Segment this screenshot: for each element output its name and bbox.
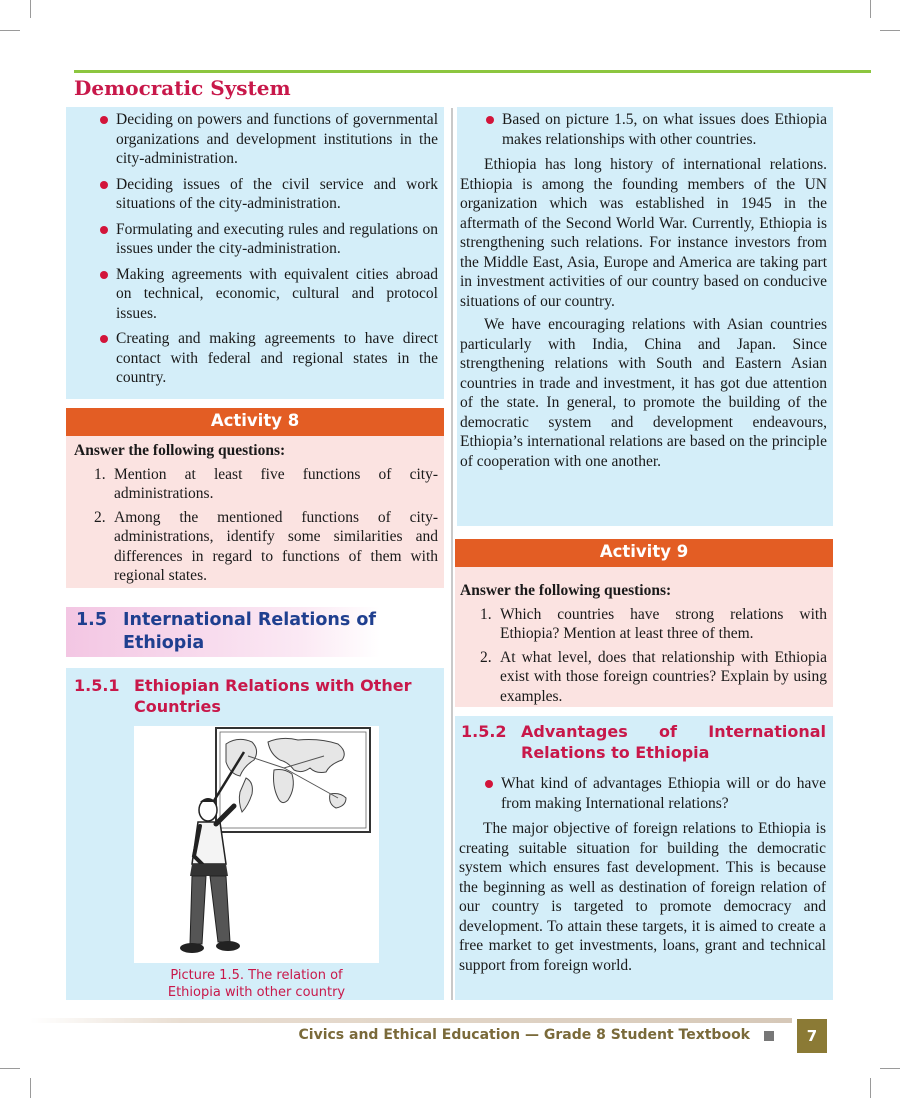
crop-mark bbox=[30, 0, 31, 18]
teacher-map-illustration-icon bbox=[134, 726, 379, 963]
list-item: Based on picture 1.5, on what issues does Ethiopia makes relationships with other countries. bbox=[484, 110, 827, 149]
list-item: Making agreements with equivalent cities abroad on technical, economic, cultural and protocol issues. bbox=[98, 265, 438, 324]
section-1-5-2-body bbox=[459, 774, 826, 979]
heading-1-5-2-line-2: Relations to Ethiopia bbox=[521, 743, 710, 762]
activity-8-panel bbox=[66, 436, 444, 588]
list-item: Deciding on powers and functions of governmental organizations and development institutions in the city-administration. bbox=[98, 110, 438, 169]
figure-caption: Picture 1.5. The relation of Ethiopia with other country bbox=[167, 968, 346, 1000]
footer-square-icon bbox=[764, 1031, 774, 1041]
section-title: Democratic System bbox=[74, 76, 291, 100]
list-item: Deciding issues of the civil service and work situations of the city-administration. bbox=[98, 175, 438, 214]
list-item: 2. Among the mentioned functions of city-administrations, identify some similarities and differences in regard to functions of them with regional states. bbox=[94, 508, 438, 584]
activity-8-title: Activity 8 bbox=[66, 408, 444, 436]
section-heading-1-5 bbox=[66, 607, 380, 657]
activity-8-prompt: Answer the following questions: bbox=[74, 442, 286, 459]
list-item: Creating and making agreements to have direct contact with federal and regional states in the country. bbox=[98, 329, 438, 388]
heading-1-5-1-number: 1.5.1 bbox=[74, 676, 120, 695]
list-item: 2. At what level, does that relationship with Ethiopia exist with those foreign countries? Explain by using examples. bbox=[480, 648, 827, 705]
bullet-dot-icon bbox=[100, 226, 108, 234]
left-bullets-panel bbox=[66, 107, 444, 399]
footer-rule bbox=[30, 1018, 792, 1023]
activity-9-panel bbox=[455, 567, 833, 707]
top-rule bbox=[74, 70, 871, 73]
heading-line-1: International Relations of bbox=[123, 610, 376, 630]
column-divider bbox=[451, 108, 453, 1000]
crop-mark bbox=[880, 30, 900, 31]
crop-mark bbox=[870, 0, 871, 18]
bullet-dot-icon bbox=[100, 181, 108, 189]
list-item: 1. Which countries have strong relations with Ethiopia? Mention at least three of them. bbox=[480, 605, 827, 642]
bullet-dot-icon bbox=[100, 116, 108, 124]
footer-title: Civics and Ethical Education — Grade 8 Student Textbook bbox=[298, 1027, 750, 1043]
list-item: What kind of advantages Ethiopia will or do have from making International relations? bbox=[483, 774, 826, 813]
heading-number: 1.5 bbox=[76, 610, 108, 630]
activity-9-prompt: Answer the following questions: bbox=[460, 582, 672, 599]
paragraph: The major objective of foreign relations to Ethiopia is creating suitable situation for building the democratic system which ensures fast development. This is because the beginning as well as destination of foreign relation of our country is targeted to promote democracy and development. To attain these targets, it is aimed to create a free market to get investments, loans, grant and technical support from foreign world. bbox=[459, 820, 826, 974]
bullet-dot-icon bbox=[100, 335, 108, 343]
paragraph: We have encouraging relations with Asian countries particularly with India, China and Japan. Since strengthening relations with South and Eastern Asian countries in trade and investment, it has got due attention of the state. In general, to promote the building of the democratic system and development endeavours, Ethiopia’s international relations are based on the principle of cooperation with one another. bbox=[460, 316, 827, 470]
bullet-dot-icon bbox=[100, 271, 108, 279]
heading-1-5-2-line-1: Advantages of International bbox=[521, 722, 826, 741]
list-item: Formulating and executing rules and regulations on issues under the city-administration. bbox=[98, 220, 438, 259]
crop-mark bbox=[880, 1068, 900, 1069]
right-top-panel bbox=[457, 107, 833, 526]
crop-mark bbox=[0, 1068, 20, 1069]
heading-1-5-2-number: 1.5.2 bbox=[461, 722, 507, 741]
heading-1-5-1-line-1: Ethiopian Relations with Other bbox=[134, 676, 412, 695]
heading-line-2: Ethiopia bbox=[123, 633, 205, 653]
list-item: 1. Mention at least five functions of city-administrations. bbox=[94, 465, 438, 502]
paragraph: Ethiopia has long history of international relations. Ethiopia is among the founding members of the UN organization which was established in 1945 in the aftermath of the Second World War. Currently, Ethiopia is strengthening such relations. For instance investors from the Middle East, Asia, Europe and America are taking part in investment activities of our country based on conducive situations of our country. bbox=[460, 156, 827, 310]
page-number: 7 bbox=[797, 1019, 827, 1053]
heading-1-5-1-line-2: Countries bbox=[134, 697, 221, 716]
crop-mark bbox=[870, 1078, 871, 1098]
crop-mark bbox=[0, 30, 20, 31]
bullet-dot-icon bbox=[486, 116, 494, 124]
bullet-dot-icon bbox=[485, 780, 493, 788]
activity-9-title: Activity 9 bbox=[455, 539, 833, 567]
crop-mark bbox=[30, 1078, 31, 1098]
